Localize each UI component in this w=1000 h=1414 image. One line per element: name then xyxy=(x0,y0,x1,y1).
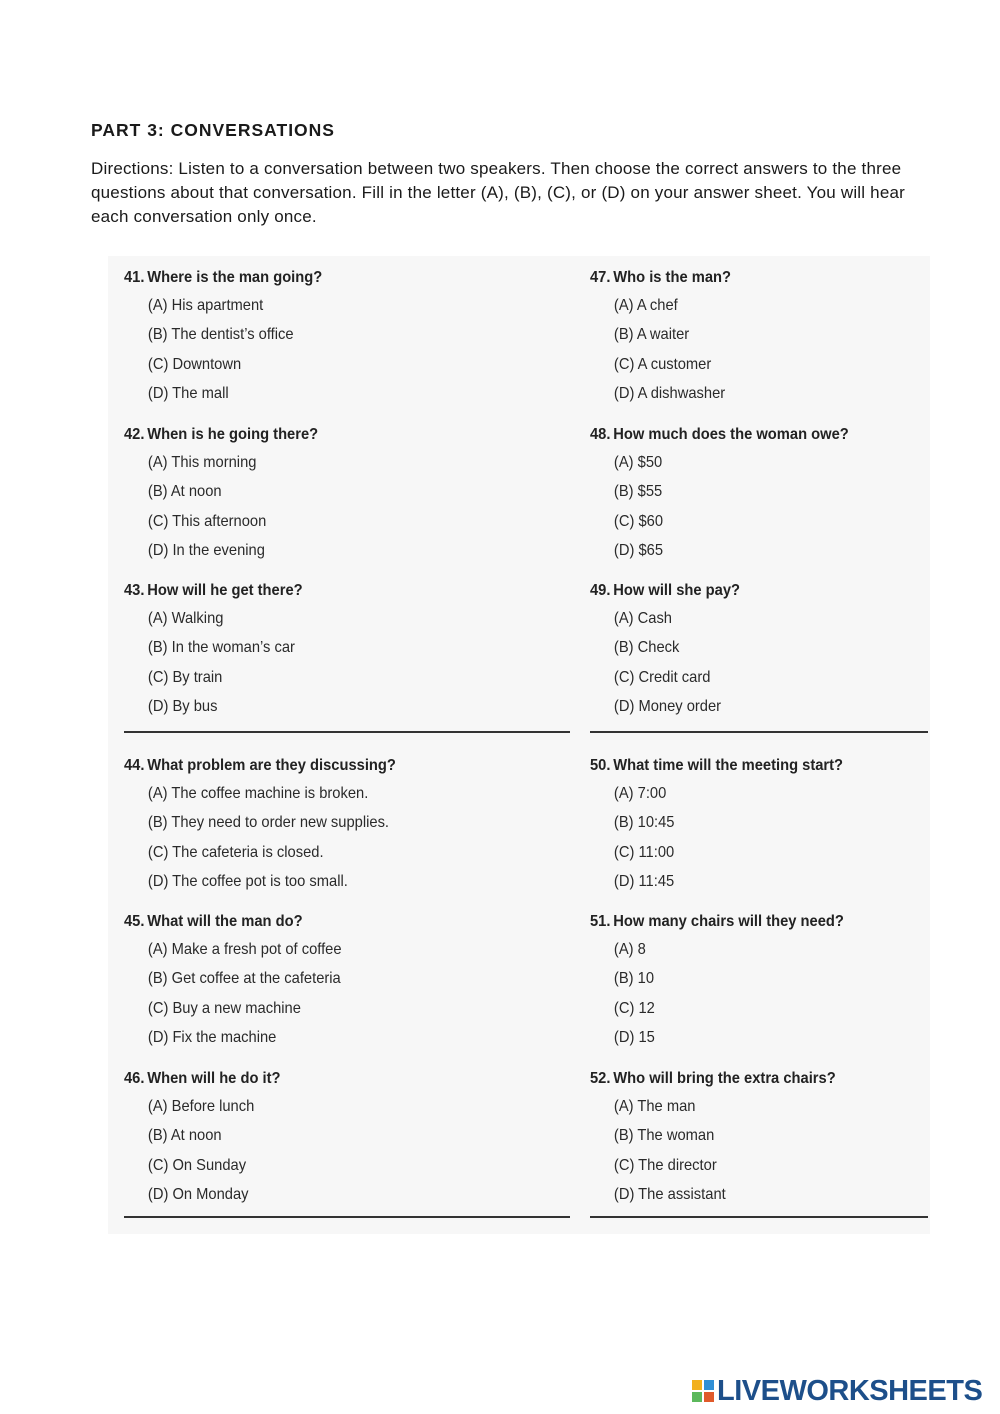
answer-option: (B) They need to order new supplies. xyxy=(147,814,390,832)
liveworksheets-logo xyxy=(692,1374,982,1408)
answer-option: (C) Credit card xyxy=(613,668,711,686)
question-block xyxy=(590,578,928,721)
answer-option: (A) The coffee machine is broken. xyxy=(147,785,369,802)
answer-option: (C) Buy a new machine xyxy=(147,999,301,1017)
question-label: Where is the man going? xyxy=(147,269,323,286)
question-number: 52. xyxy=(590,1070,611,1087)
question-block xyxy=(590,753,928,896)
question-number: 46. xyxy=(124,1070,145,1087)
divider-left-1 xyxy=(124,731,570,733)
question-label: How will she pay? xyxy=(613,582,741,599)
question-number: 41. xyxy=(124,269,145,286)
answer-option: (A) This morning xyxy=(147,454,257,471)
question-label: Who will bring the extra chairs? xyxy=(613,1070,836,1087)
answer-option: (A) 7:00 xyxy=(613,785,667,802)
question-label: What time will the meeting start? xyxy=(613,757,844,774)
question-text xyxy=(124,753,534,779)
answer-option: (B) $55 xyxy=(613,483,663,501)
question-text xyxy=(590,422,901,448)
answer-option: (D) 11:45 xyxy=(613,872,675,890)
answer-option: (A) Make a fresh pot of coffee xyxy=(147,941,342,958)
question-label: Who is the man? xyxy=(613,269,731,286)
question-label: How many chairs will they need? xyxy=(613,913,844,930)
question-label: How much does the woman owe? xyxy=(613,426,849,443)
answer-option: (D) By bus xyxy=(147,697,218,715)
question-block xyxy=(124,909,570,1052)
question-label: When will he do it? xyxy=(147,1070,281,1087)
answer-option: (B) The woman xyxy=(613,1127,715,1145)
answer-option: (A) The man xyxy=(613,1098,696,1115)
answer-option: (A) 8 xyxy=(613,941,646,958)
answer-option: (D) 15 xyxy=(613,1028,655,1046)
question-number: 44. xyxy=(124,757,145,774)
answer-option: (C) 11:00 xyxy=(613,843,675,861)
answer-option: (B) At noon xyxy=(147,1127,222,1145)
answer-option: (D) Fix the machine xyxy=(147,1028,277,1046)
question-number: 51. xyxy=(590,913,611,930)
answer-option: (D) On Monday xyxy=(147,1185,249,1203)
answer-option: (A) Before lunch xyxy=(147,1098,255,1115)
directions-text: Directions: Listen to a conversation between two speakers. Then choose the correct answers to the three questions about that conversation. Fill in the letter (A), (B), (C), or (D) on your answer sheet. You will hear each conversation only once. xyxy=(91,159,906,226)
logo-mark-icon xyxy=(692,1380,714,1402)
answer-option: (B) Get coffee at the cafeteria xyxy=(147,970,341,988)
answer-option: (B) 10:45 xyxy=(613,814,675,832)
answer-option: (D) A dishwasher xyxy=(613,384,726,402)
answer-option: (C) By train xyxy=(147,668,223,686)
answer-option: (A) Walking xyxy=(147,610,224,627)
question-text xyxy=(590,1066,901,1092)
question-block xyxy=(590,909,928,1052)
question-number: 49. xyxy=(590,582,611,599)
divider-right-1 xyxy=(590,731,928,733)
answer-option: (B) Check xyxy=(613,639,680,657)
answer-option: (A) His apartment xyxy=(147,297,264,314)
answer-option: (C) This afternoon xyxy=(147,512,267,530)
answer-option: (D) The mall xyxy=(147,384,229,402)
answer-option: (C) A customer xyxy=(613,355,712,373)
answer-option: (C) The director xyxy=(613,1156,717,1174)
answer-option: (B) The dentist’s office xyxy=(147,326,294,344)
question-block xyxy=(124,1066,570,1209)
answer-option: (D) $65 xyxy=(613,541,664,559)
answer-option: (A) A chef xyxy=(613,297,678,314)
question-text xyxy=(124,422,534,448)
question-block xyxy=(124,753,570,896)
question-number: 47. xyxy=(590,269,611,286)
question-text xyxy=(124,578,534,604)
logo-text: LIVEWORKSHEETS xyxy=(717,1374,983,1407)
question-sheet xyxy=(108,256,930,1234)
question-text xyxy=(124,1066,534,1092)
answer-option: (A) $50 xyxy=(613,454,663,471)
question-block xyxy=(590,265,928,408)
answer-option: (C) On Sunday xyxy=(147,1156,247,1174)
question-text xyxy=(124,265,534,291)
answer-option: (B) At noon xyxy=(147,483,222,501)
answer-option: (A) Cash xyxy=(613,610,672,627)
divider-left-2 xyxy=(124,1216,570,1218)
answer-option: (D) The coffee pot is too small. xyxy=(147,872,348,890)
question-label: How will he get there? xyxy=(147,582,303,599)
question-text xyxy=(590,909,901,935)
question-block xyxy=(590,1066,928,1209)
answer-option: (B) 10 xyxy=(613,970,655,988)
answer-option: (C) 12 xyxy=(613,999,655,1017)
question-text xyxy=(124,909,534,935)
question-text xyxy=(590,578,901,604)
question-block xyxy=(124,422,570,565)
answer-option: (C) Downtown xyxy=(147,355,242,373)
question-number: 50. xyxy=(590,757,611,774)
question-block xyxy=(124,578,570,721)
question-text xyxy=(590,265,901,291)
question-text xyxy=(590,753,901,779)
answer-option: (D) The assistant xyxy=(613,1185,726,1203)
page-heading: PART 3: CONVERSATIONS xyxy=(91,120,335,140)
answer-option: (D) In the evening xyxy=(147,541,265,559)
question-block xyxy=(124,265,570,408)
question-label: What will the man do? xyxy=(147,913,303,930)
answer-option: (D) Money order xyxy=(613,697,722,715)
question-number: 43. xyxy=(124,582,145,599)
question-label: When is he going there? xyxy=(147,426,319,443)
answer-option: (B) In the woman’s car xyxy=(147,639,295,657)
question-block xyxy=(590,422,928,565)
answer-option: (C) The cafeteria is closed. xyxy=(147,843,324,861)
divider-right-2 xyxy=(590,1216,928,1218)
question-number: 42. xyxy=(124,426,145,443)
question-label: What problem are they discussing? xyxy=(147,757,396,774)
question-number: 48. xyxy=(590,426,611,443)
answer-option: (B) A waiter xyxy=(613,326,690,344)
answer-option: (C) $60 xyxy=(613,512,664,530)
question-number: 45. xyxy=(124,913,145,930)
